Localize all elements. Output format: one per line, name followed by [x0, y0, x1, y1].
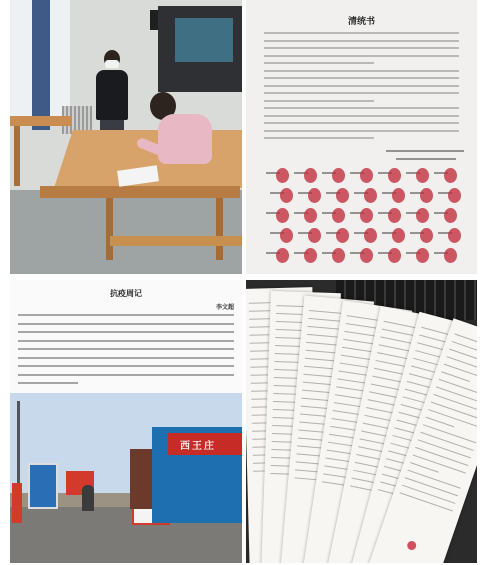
- fingerprint-mark: [420, 228, 433, 243]
- fingerprint-mark: [308, 188, 321, 203]
- letter-text-line: [264, 100, 374, 102]
- fingerprint-mark: [276, 248, 289, 263]
- letter-text-line: [264, 107, 459, 109]
- diary-text-line: [18, 357, 234, 359]
- letter-date-line: [396, 158, 456, 160]
- diary-text-line: [18, 374, 234, 376]
- fingerprint-mark: [416, 208, 429, 223]
- fingerprint-mark: [444, 248, 457, 263]
- paper-text-line: [405, 477, 458, 496]
- letter-text-line: [264, 77, 459, 79]
- photo-checkpoint: [10, 393, 242, 563]
- monitor-screen: [175, 18, 233, 62]
- paper-text-line: [415, 447, 468, 466]
- fingerprint-mark: [448, 188, 461, 203]
- diary-text-line: [18, 331, 234, 333]
- fingerprint-mark: [448, 228, 461, 243]
- paper-text-line: [413, 454, 466, 473]
- fingerprint-mark: [388, 248, 401, 263]
- paper-stamp: [406, 540, 417, 551]
- floor: [10, 190, 242, 274]
- fingerprint-mark: [332, 168, 345, 183]
- desk-front-edge: [40, 186, 240, 198]
- booth-sign-text: 西王庄: [180, 441, 216, 452]
- desk-leg-left: [106, 198, 113, 260]
- fingerprint-mark: [444, 208, 457, 223]
- fingerprint-mark: [332, 248, 345, 263]
- paper-text-line: [402, 485, 455, 504]
- paper-text-line: [418, 439, 471, 458]
- fingerprint-mark: [420, 188, 433, 203]
- fingerprint-mark: [276, 208, 289, 223]
- banner-red: [12, 483, 22, 523]
- fingerprint-mark: [280, 188, 293, 203]
- paper-text-line: [423, 424, 476, 443]
- fingerprint-mark: [444, 168, 457, 183]
- fingerprint-mark: [364, 228, 377, 243]
- diary-title: 抗疫周记: [110, 289, 142, 298]
- diary-text-line: [18, 382, 78, 384]
- curtain: [32, 0, 50, 130]
- fingerprint-mark: [304, 168, 317, 183]
- fingerprint-mark: [304, 248, 317, 263]
- diary-text-line: [18, 365, 234, 367]
- photo-papers: [246, 280, 477, 563]
- letter-text-line: [264, 92, 459, 94]
- fingerprint-mark: [336, 188, 349, 203]
- display-board: [28, 463, 58, 509]
- paper-text-line: [420, 432, 473, 451]
- diary-text-line: [18, 348, 234, 350]
- paper-text-line: [400, 492, 453, 511]
- diary-author: 李文超: [215, 304, 234, 311]
- photo-classroom: [10, 0, 242, 274]
- fingerprint-mark: [416, 248, 429, 263]
- fingerprint-mark: [276, 168, 289, 183]
- paper-text-line: [376, 360, 406, 367]
- paper-text-line: [341, 355, 371, 360]
- fingerprint-mark: [364, 188, 377, 203]
- person-signing: [136, 92, 216, 182]
- fingerprint-mark: [392, 188, 405, 203]
- desk-back: [10, 116, 72, 126]
- diary-text-line: [18, 314, 234, 316]
- diary-text-line: [18, 340, 234, 342]
- fingerprint-mark: [360, 248, 373, 263]
- paper-text-line: [301, 398, 331, 402]
- desk-back-legs: [14, 126, 20, 186]
- desk-leg-right: [216, 198, 223, 260]
- fingerprint-mark: [336, 228, 349, 243]
- photo-letter: [246, 0, 477, 274]
- bench: [110, 236, 242, 246]
- document-diary: [10, 280, 242, 563]
- letter-text-line: [264, 85, 459, 87]
- letter-text-line: [264, 122, 459, 124]
- fingerprint-mark: [360, 208, 373, 223]
- fingerprint-mark: [308, 228, 321, 243]
- letter-text-line: [264, 32, 459, 34]
- letter-title: 清统书: [347, 17, 375, 27]
- letter-signature-line: [386, 150, 464, 152]
- letter-text-line: [264, 115, 459, 117]
- letter-text-line: [264, 70, 459, 72]
- letter-text-line: [264, 47, 459, 49]
- fingerprint-mark: [304, 208, 317, 223]
- letter-text-line: [264, 130, 459, 132]
- fingerprint-mark: [360, 168, 373, 183]
- letter-text-line: [264, 137, 374, 139]
- person-seated: [82, 485, 94, 511]
- letter-text-line: [264, 62, 374, 64]
- letter-text-line: [264, 55, 459, 57]
- diary-text-line: [18, 323, 234, 325]
- fingerprint-mark: [392, 228, 405, 243]
- paper-text-line: [407, 470, 460, 489]
- booth-door: [130, 449, 152, 509]
- fingerprint-mark: [332, 208, 345, 223]
- fingerprint-mark: [416, 168, 429, 183]
- paper-text-line: [306, 350, 336, 354]
- speaker: [150, 10, 158, 30]
- fingerprint-mark: [280, 228, 293, 243]
- fingerprint-mark: [388, 168, 401, 183]
- fingerprint-mark: [388, 208, 401, 223]
- letter-text-line: [264, 40, 459, 42]
